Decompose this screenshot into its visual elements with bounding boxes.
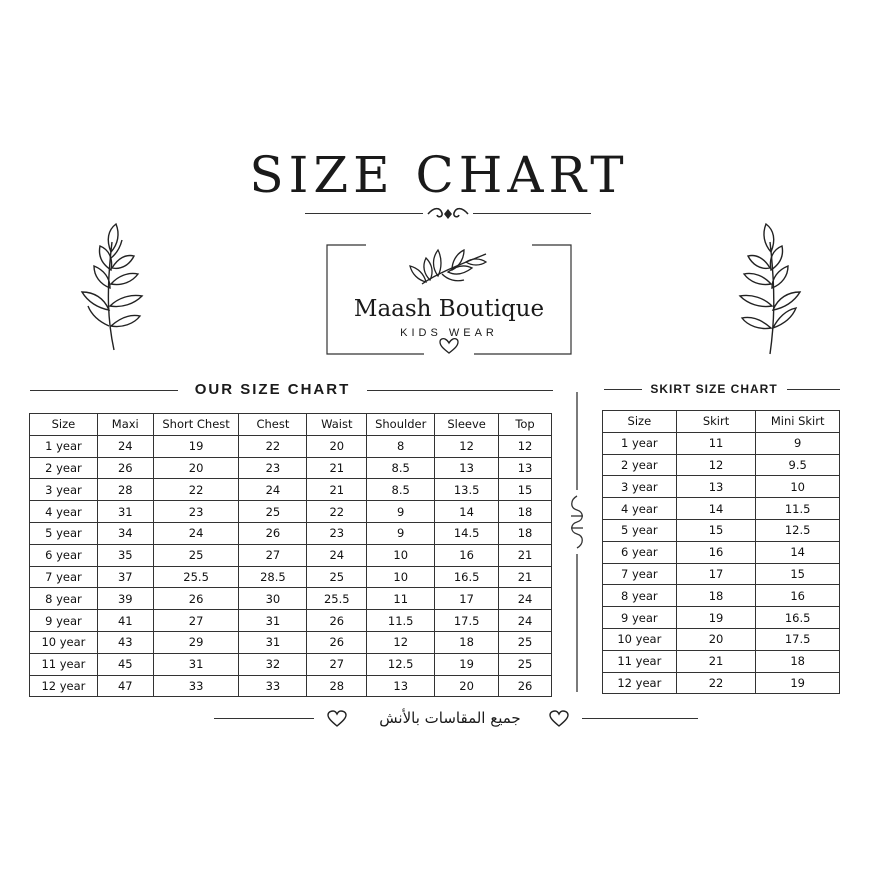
measurement-cell: 39 bbox=[97, 588, 153, 610]
flourish-icon bbox=[426, 205, 470, 223]
size-cell: 11 year bbox=[603, 650, 677, 672]
page-title: SIZE CHART bbox=[249, 146, 629, 204]
footer-rule-right bbox=[582, 718, 698, 719]
measurement-cell: 11.5 bbox=[756, 498, 840, 520]
column-header: Short Chest bbox=[153, 414, 239, 436]
measurement-cell: 14 bbox=[676, 498, 756, 520]
column-header: Shoulder bbox=[367, 414, 435, 436]
measurement-cell: 32 bbox=[239, 653, 307, 675]
measurement-cell: 12 bbox=[435, 435, 499, 457]
column-header: Mini Skirt bbox=[756, 411, 840, 433]
size-cell: 6 year bbox=[30, 544, 98, 566]
measurement-cell: 24 bbox=[153, 522, 239, 544]
measurement-cell: 16 bbox=[756, 585, 840, 607]
size-cell: 2 year bbox=[603, 454, 677, 476]
table-row bbox=[30, 588, 552, 610]
measurement-cell: 27 bbox=[307, 653, 367, 675]
measurement-cell: 29 bbox=[153, 631, 239, 653]
measurement-cell: 26 bbox=[307, 610, 367, 632]
measurement-cell: 21 bbox=[307, 479, 367, 501]
measurement-cell: 22 bbox=[676, 672, 756, 694]
table-row bbox=[30, 435, 552, 457]
measurement-cell: 16 bbox=[435, 544, 499, 566]
column-header: Size bbox=[603, 411, 677, 433]
heart-icon bbox=[549, 710, 569, 728]
column-header: Maxi bbox=[97, 414, 153, 436]
measurement-cell: 26 bbox=[307, 631, 367, 653]
size-cell: 5 year bbox=[30, 522, 98, 544]
measurement-cell: 13.5 bbox=[435, 479, 499, 501]
measurement-cell: 20 bbox=[307, 435, 367, 457]
measurement-cell: 17.5 bbox=[435, 610, 499, 632]
measurement-cell: 30 bbox=[239, 588, 307, 610]
measurement-cell: 20 bbox=[676, 628, 756, 650]
measurement-cell: 22 bbox=[239, 435, 307, 457]
measurement-cell: 12 bbox=[367, 631, 435, 653]
size-cell: 2 year bbox=[30, 457, 98, 479]
table-row bbox=[603, 454, 840, 476]
measurement-cell: 28 bbox=[307, 675, 367, 697]
table-row bbox=[603, 585, 840, 607]
measurement-cell: 8.5 bbox=[367, 457, 435, 479]
footer-rule-left bbox=[214, 718, 314, 719]
brand-name: Maash Boutique bbox=[353, 296, 545, 322]
measurement-cell: 22 bbox=[307, 501, 367, 523]
measurement-cell: 12 bbox=[499, 435, 552, 457]
table-row bbox=[603, 476, 840, 498]
measurement-cell: 16.5 bbox=[756, 607, 840, 629]
measurement-cell: 13 bbox=[676, 476, 756, 498]
measurement-cell: 13 bbox=[499, 457, 552, 479]
table-row bbox=[30, 501, 552, 523]
measurement-cell: 9 bbox=[367, 522, 435, 544]
column-header: Waist bbox=[307, 414, 367, 436]
leaf-branch-icon bbox=[410, 250, 486, 284]
measurement-cell: 21 bbox=[676, 650, 756, 672]
measurement-cell: 14 bbox=[756, 541, 840, 563]
measurement-cell: 12.5 bbox=[756, 519, 840, 541]
heart-icon bbox=[440, 339, 458, 353]
measurement-cell: 8.5 bbox=[367, 479, 435, 501]
table-row bbox=[603, 628, 840, 650]
table-row bbox=[603, 432, 840, 454]
measurement-cell: 31 bbox=[239, 631, 307, 653]
measurement-cell: 33 bbox=[239, 675, 307, 697]
measurement-cell: 27 bbox=[153, 610, 239, 632]
measurement-cell: 8 bbox=[367, 435, 435, 457]
measurement-cell: 20 bbox=[153, 457, 239, 479]
size-cell: 3 year bbox=[603, 476, 677, 498]
table-header-row bbox=[603, 411, 840, 433]
measurement-cell: 24 bbox=[239, 479, 307, 501]
flourish-icon bbox=[566, 392, 588, 692]
column-header: Skirt bbox=[676, 411, 756, 433]
size-cell: 7 year bbox=[603, 563, 677, 585]
measurement-cell: 27 bbox=[239, 544, 307, 566]
measurement-cell: 17 bbox=[676, 563, 756, 585]
measurement-cell: 17.5 bbox=[756, 628, 840, 650]
table-row bbox=[603, 541, 840, 563]
measurement-cell: 25 bbox=[499, 631, 552, 653]
measurement-cell: 24 bbox=[499, 588, 552, 610]
table-row bbox=[603, 498, 840, 520]
leaf-branch-icon bbox=[730, 222, 804, 358]
measurement-cell: 10 bbox=[367, 544, 435, 566]
table-header-row bbox=[30, 414, 552, 436]
section-rule-left bbox=[30, 390, 178, 391]
table-row bbox=[30, 653, 552, 675]
skirt-rule-left bbox=[604, 389, 642, 390]
measurement-cell: 12.5 bbox=[367, 653, 435, 675]
measurement-cell: 19 bbox=[435, 653, 499, 675]
measurement-cell: 25 bbox=[153, 544, 239, 566]
table-row bbox=[30, 675, 552, 697]
measurement-cell: 18 bbox=[676, 585, 756, 607]
column-header: Chest bbox=[239, 414, 307, 436]
measurement-cell: 15 bbox=[499, 479, 552, 501]
size-cell: 3 year bbox=[30, 479, 98, 501]
measurement-cell: 13 bbox=[367, 675, 435, 697]
measurement-cell: 43 bbox=[97, 631, 153, 653]
measurement-cell: 23 bbox=[307, 522, 367, 544]
measurement-cell: 33 bbox=[153, 675, 239, 697]
table-row bbox=[30, 610, 552, 632]
measurement-cell: 18 bbox=[499, 522, 552, 544]
size-cell: 1 year bbox=[30, 435, 98, 457]
size-cell: 9 year bbox=[30, 610, 98, 632]
brand-logo bbox=[326, 244, 572, 356]
measurement-cell: 18 bbox=[499, 501, 552, 523]
size-cell: 5 year bbox=[603, 519, 677, 541]
measurement-cell: 11.5 bbox=[367, 610, 435, 632]
size-cell: 4 year bbox=[30, 501, 98, 523]
table-row bbox=[30, 566, 552, 588]
size-cell: 10 year bbox=[30, 631, 98, 653]
measurement-cell: 12 bbox=[676, 454, 756, 476]
measurement-cell: 23 bbox=[153, 501, 239, 523]
title-rule-right bbox=[473, 213, 591, 214]
column-header: Top bbox=[499, 414, 552, 436]
title-rule-left bbox=[305, 213, 423, 214]
table-row bbox=[30, 457, 552, 479]
table-row bbox=[30, 631, 552, 653]
measurement-cell: 9 bbox=[367, 501, 435, 523]
measurement-cell: 15 bbox=[756, 563, 840, 585]
size-cell: 12 year bbox=[30, 675, 98, 697]
measurement-cell: 47 bbox=[97, 675, 153, 697]
measurement-cell: 31 bbox=[239, 610, 307, 632]
skirt-rule-right bbox=[787, 389, 840, 390]
size-cell: 4 year bbox=[603, 498, 677, 520]
measurement-cell: 16 bbox=[676, 541, 756, 563]
table-row bbox=[30, 544, 552, 566]
measurement-cell: 20 bbox=[435, 675, 499, 697]
size-cell: 7 year bbox=[30, 566, 98, 588]
measurement-cell: 14.5 bbox=[435, 522, 499, 544]
measurement-cell: 25.5 bbox=[307, 588, 367, 610]
size-cell: 11 year bbox=[30, 653, 98, 675]
measurement-cell: 25 bbox=[307, 566, 367, 588]
measurement-cell: 21 bbox=[307, 457, 367, 479]
measurement-cell: 18 bbox=[756, 650, 840, 672]
measurement-cell: 24 bbox=[307, 544, 367, 566]
table-row bbox=[603, 519, 840, 541]
measurement-cell: 13 bbox=[435, 457, 499, 479]
measurement-cell: 11 bbox=[676, 432, 756, 454]
measurement-cell: 31 bbox=[97, 501, 153, 523]
measurement-cell: 24 bbox=[97, 435, 153, 457]
measurement-cell: 9.5 bbox=[756, 454, 840, 476]
measurement-cell: 26 bbox=[153, 588, 239, 610]
footer-note: جميع المقاسات بالأنش bbox=[379, 709, 521, 727]
column-header: Sleeve bbox=[435, 414, 499, 436]
measurement-cell: 19 bbox=[153, 435, 239, 457]
measurement-cell: 26 bbox=[239, 522, 307, 544]
measurement-cell: 11 bbox=[367, 588, 435, 610]
brand-tagline: KIDS WEAR bbox=[400, 327, 498, 339]
size-cell: 8 year bbox=[603, 585, 677, 607]
measurement-cell: 18 bbox=[435, 631, 499, 653]
table-row bbox=[603, 650, 840, 672]
size-cell: 1 year bbox=[603, 432, 677, 454]
table-row bbox=[603, 672, 840, 694]
measurement-cell: 10 bbox=[756, 476, 840, 498]
table-row bbox=[603, 563, 840, 585]
size-cell: 10 year bbox=[603, 628, 677, 650]
measurement-cell: 34 bbox=[97, 522, 153, 544]
measurement-cell: 21 bbox=[499, 566, 552, 588]
measurement-cell: 37 bbox=[97, 566, 153, 588]
size-cell: 9 year bbox=[603, 607, 677, 629]
skirt-chart-title: SKIRT SIZE CHART bbox=[650, 382, 778, 396]
measurement-cell: 14 bbox=[435, 501, 499, 523]
measurement-cell: 21 bbox=[499, 544, 552, 566]
measurement-cell: 35 bbox=[97, 544, 153, 566]
size-cell: 6 year bbox=[603, 541, 677, 563]
size-cell: 8 year bbox=[30, 588, 98, 610]
skirt-size-table bbox=[602, 410, 840, 694]
table-row bbox=[30, 479, 552, 501]
table-row bbox=[603, 607, 840, 629]
measurement-cell: 10 bbox=[367, 566, 435, 588]
leaf-branch-icon bbox=[78, 222, 152, 354]
measurement-cell: 26 bbox=[499, 675, 552, 697]
measurement-cell: 25 bbox=[239, 501, 307, 523]
measurement-cell: 19 bbox=[756, 672, 840, 694]
measurement-cell: 26 bbox=[97, 457, 153, 479]
measurement-cell: 41 bbox=[97, 610, 153, 632]
column-header: Size bbox=[30, 414, 98, 436]
size-cell: 12 year bbox=[603, 672, 677, 694]
measurement-cell: 25 bbox=[499, 653, 552, 675]
section-rule-right bbox=[367, 390, 553, 391]
measurement-cell: 23 bbox=[239, 457, 307, 479]
measurement-cell: 19 bbox=[676, 607, 756, 629]
table-row bbox=[30, 522, 552, 544]
main-chart-title: OUR SIZE CHART bbox=[194, 381, 351, 398]
measurement-cell: 22 bbox=[153, 479, 239, 501]
measurement-cell: 25.5 bbox=[153, 566, 239, 588]
measurement-cell: 28 bbox=[97, 479, 153, 501]
measurement-cell: 17 bbox=[435, 588, 499, 610]
heart-icon bbox=[327, 710, 347, 728]
measurement-cell: 28.5 bbox=[239, 566, 307, 588]
measurement-cell: 16.5 bbox=[435, 566, 499, 588]
measurement-cell: 45 bbox=[97, 653, 153, 675]
measurement-cell: 24 bbox=[499, 610, 552, 632]
main-size-table bbox=[29, 413, 552, 697]
measurement-cell: 15 bbox=[676, 519, 756, 541]
measurement-cell: 31 bbox=[153, 653, 239, 675]
measurement-cell: 9 bbox=[756, 432, 840, 454]
